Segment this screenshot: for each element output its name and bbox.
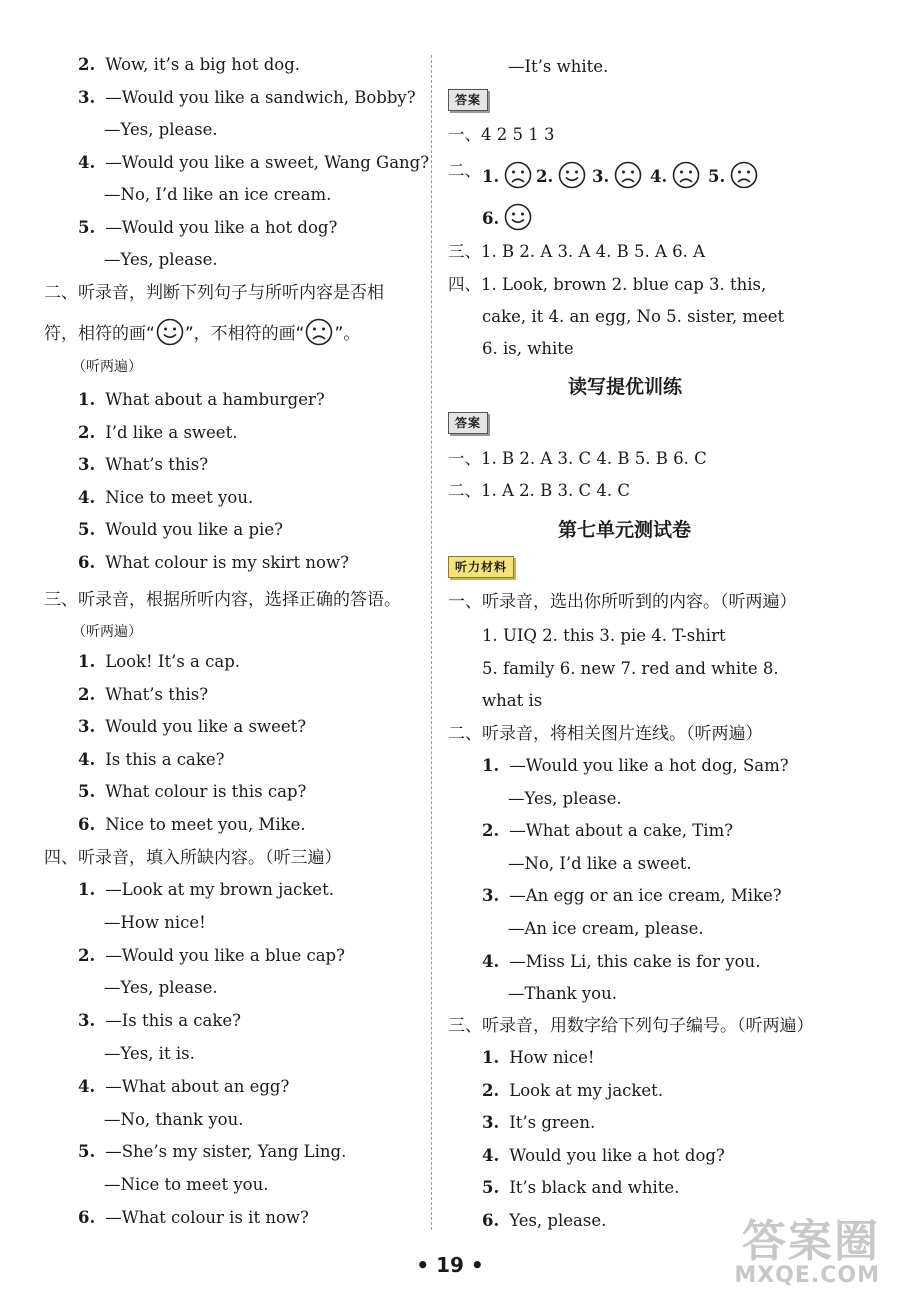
item-text: —Yes, please. bbox=[508, 788, 622, 808]
item-number: 2. bbox=[78, 684, 96, 704]
item-text: —Look at my brown jacket. bbox=[105, 880, 334, 899]
answer-line: 四、1. Look, brown 2. blue cap 3. this, bbox=[448, 275, 767, 294]
item-text: —How nice! bbox=[104, 912, 206, 932]
item-number: 2. bbox=[482, 821, 500, 841]
section-heading: 一、听录音，选出你所听到的内容。（听两遍） bbox=[448, 592, 797, 612]
happy-face-icon bbox=[504, 203, 532, 231]
item-number: 5. bbox=[482, 1178, 500, 1198]
section-note: （听两遍） bbox=[72, 624, 142, 640]
item-text: Would you like a pie? bbox=[105, 520, 283, 540]
answer-line: 一、1. B 2. A 3. C 4. B 5. B 6. C bbox=[448, 449, 707, 468]
item-text: It’s black and white. bbox=[509, 1178, 680, 1198]
answer-face-item bbox=[482, 203, 533, 231]
item-number: 3. bbox=[482, 886, 500, 906]
section-heading: 二、听录音，判断下列句子与所听内容是否相 bbox=[44, 283, 384, 303]
sad-face-icon bbox=[730, 161, 758, 189]
listening-material-tag: 听力材料 bbox=[448, 556, 514, 578]
item-text: What’s this? bbox=[105, 455, 209, 475]
list-item bbox=[482, 952, 760, 972]
list-item bbox=[78, 390, 325, 410]
item-text: Nice to meet you, Mike. bbox=[105, 815, 306, 834]
list-item bbox=[78, 652, 240, 672]
list-item bbox=[482, 1081, 663, 1101]
list-item bbox=[78, 553, 349, 573]
answer-line: 一、4 2 5 1 3 bbox=[448, 125, 555, 144]
item-text: —No, I’d like a sweet. bbox=[508, 853, 692, 873]
item-number: 5. bbox=[78, 782, 96, 802]
dialogue-line: —It’s white. bbox=[508, 57, 609, 76]
list-item bbox=[482, 756, 789, 776]
answer-face-item bbox=[536, 161, 587, 189]
dialogue-line: 3. —Would you like a sandwich, Bobby? bbox=[78, 88, 416, 107]
item-number: 4. bbox=[650, 167, 668, 186]
list-item bbox=[78, 717, 306, 737]
item-number: 5. bbox=[78, 1142, 96, 1162]
list-item bbox=[508, 854, 692, 874]
list-item bbox=[78, 488, 253, 508]
item-number: 2. bbox=[78, 422, 96, 442]
dialogue-line: 2. Wow, it’s a big hot dog. bbox=[78, 55, 300, 74]
item-text: —Yes, it is. bbox=[104, 1044, 195, 1063]
list-item bbox=[78, 946, 345, 966]
item-number: 6. bbox=[78, 1208, 96, 1227]
unit-test-title: 第七单元测试卷 bbox=[558, 519, 692, 541]
list-item bbox=[78, 815, 306, 835]
item-text: —Is this a cake? bbox=[105, 1011, 241, 1031]
item-text: Would you like a sweet? bbox=[105, 717, 307, 737]
list-item bbox=[508, 789, 622, 809]
answer-line: 6. is, white bbox=[482, 339, 574, 358]
item-number: 3. bbox=[482, 1113, 500, 1133]
item-text: It’s green. bbox=[509, 1113, 596, 1133]
item-text: —Would you like a blue cap? bbox=[105, 945, 345, 965]
list-item bbox=[78, 750, 224, 770]
item-number: 1. bbox=[482, 756, 500, 775]
list-item bbox=[78, 455, 208, 475]
list-item bbox=[482, 1113, 595, 1133]
list-item bbox=[78, 1011, 241, 1031]
item-text: —What about a cake, Tim? bbox=[509, 821, 734, 841]
item-text: —No, thank you. bbox=[104, 1109, 244, 1129]
section-heading: 二、听录音，将相关图片连线。（听两遍） bbox=[448, 724, 763, 744]
item-text: Is this a cake? bbox=[105, 749, 225, 769]
sad-face-icon bbox=[672, 161, 700, 189]
item-number: 1. bbox=[482, 167, 500, 186]
list-item bbox=[482, 1178, 679, 1198]
item-number: 3. bbox=[78, 717, 96, 737]
happy-face-icon bbox=[558, 161, 586, 189]
list-item bbox=[482, 886, 782, 906]
list-item bbox=[78, 782, 306, 802]
answer-face-item bbox=[592, 161, 643, 189]
dialogue-line: —No, I’d like an ice cream. bbox=[104, 185, 332, 204]
list-item bbox=[482, 1048, 594, 1068]
section-heading: 三、听录音，用数字给下列句子编号。（听两遍） bbox=[448, 1016, 814, 1036]
section-note: （听两遍） bbox=[72, 359, 142, 375]
column-divider bbox=[431, 55, 432, 1230]
item-number: 4. bbox=[78, 749, 96, 769]
item-number: 4. bbox=[482, 1145, 500, 1165]
item-number: 1. bbox=[78, 880, 96, 899]
item-text: —Yes, please. bbox=[104, 978, 218, 998]
item-text: —Miss Li, this cake is for you. bbox=[509, 951, 761, 971]
item-number: 6. bbox=[78, 815, 96, 834]
list-item bbox=[78, 423, 237, 443]
item-text: What about a hamburger? bbox=[105, 390, 325, 409]
dialogue-line: —Yes, please. bbox=[104, 250, 218, 269]
item-text: —An egg or an ice cream, Mike? bbox=[509, 886, 782, 906]
item-number: 6. bbox=[78, 553, 96, 572]
list-item bbox=[482, 1211, 606, 1231]
answer-tag: 答案 bbox=[448, 89, 488, 111]
item-number: 2. bbox=[78, 945, 96, 965]
item-text: What colour is this cap? bbox=[105, 782, 307, 802]
item-text: Would you like a hot dog? bbox=[509, 1145, 725, 1165]
site-watermark: 答案圈 MXQE.COM bbox=[734, 1216, 880, 1288]
happy-face-icon bbox=[156, 318, 184, 346]
list-item bbox=[78, 685, 208, 705]
list-item bbox=[78, 1077, 289, 1097]
item-number: 3. bbox=[78, 455, 96, 475]
list-item bbox=[78, 880, 334, 900]
item-number: 2. bbox=[536, 167, 554, 186]
item-number: 4. bbox=[78, 1076, 96, 1096]
list-item bbox=[482, 1146, 725, 1166]
item-text: —Thank you. bbox=[508, 984, 617, 1004]
dialogue-line: 4. —Would you like a sweet, Wang Gang? bbox=[78, 153, 430, 172]
section-heading: 符，相符的画“ ”，不相符的画“ ”。 bbox=[44, 318, 360, 346]
answer-face-item bbox=[482, 161, 533, 189]
item-text: Yes, please. bbox=[509, 1211, 607, 1230]
section-heading: 四、听录音，填入所缺内容。（听三遍） bbox=[44, 848, 342, 868]
answer-line: 二、1. A 2. B 3. C 4. C bbox=[448, 481, 630, 500]
item-text: What colour is my skirt now? bbox=[105, 553, 349, 572]
item-number: 4. bbox=[78, 487, 96, 507]
item-text: —What colour is it now? bbox=[105, 1208, 309, 1227]
item-number: 5. bbox=[708, 167, 726, 186]
sad-face-icon bbox=[504, 161, 532, 189]
item-number: 6. bbox=[482, 209, 500, 228]
item-text: —What about an egg? bbox=[105, 1076, 290, 1096]
item-number: 1. bbox=[482, 1048, 500, 1067]
item-number: 3. bbox=[592, 167, 610, 186]
list-item bbox=[104, 978, 218, 998]
answer-line: cake, it 4. an egg, No 5. sister, meet bbox=[482, 307, 785, 326]
list-item bbox=[78, 1208, 309, 1228]
item-text: I’d like a sweet. bbox=[105, 422, 238, 442]
list-item bbox=[104, 1175, 268, 1195]
list-item bbox=[104, 913, 206, 933]
item-number: 3. bbox=[78, 1011, 96, 1031]
item-text: —An ice cream, please. bbox=[508, 919, 704, 938]
item-number: 6. bbox=[482, 1211, 500, 1230]
list-item bbox=[508, 984, 617, 1004]
answer-face-item bbox=[708, 161, 759, 189]
item-number: 1. bbox=[78, 390, 96, 409]
item-number: 1. bbox=[78, 652, 96, 671]
list-item bbox=[104, 1044, 195, 1064]
dialogue-line: 5. —Would you like a hot dog? bbox=[78, 218, 338, 237]
list-item bbox=[508, 919, 704, 939]
sad-face-icon bbox=[614, 161, 642, 189]
item-number: 4. bbox=[482, 951, 500, 971]
item-text: Look at my jacket. bbox=[509, 1080, 664, 1100]
answer-line: 5. family 6. new 7. red and white 8. bbox=[482, 659, 779, 678]
answer-line: 二、 bbox=[448, 161, 481, 180]
answer-line: 三、1. B 2. A 3. A 4. B 5. A 6. A bbox=[448, 242, 706, 261]
item-number: 5. bbox=[78, 520, 96, 540]
item-text: Nice to meet you. bbox=[105, 487, 254, 507]
section-heading: 三、听录音，根据所听内容，选择正确的答语。 bbox=[44, 590, 401, 610]
item-number: 2. bbox=[482, 1080, 500, 1100]
list-item bbox=[482, 821, 733, 841]
answer-line: what is bbox=[482, 691, 543, 710]
page-number: • 19 • bbox=[416, 1253, 484, 1277]
item-text: —She’s my sister, Yang Ling. bbox=[105, 1142, 347, 1162]
answer-face-item bbox=[650, 161, 701, 189]
section-title: 读写提优训练 bbox=[568, 376, 683, 398]
answer-line: 1. UIQ 2. this 3. pie 4. T-shirt bbox=[482, 626, 726, 645]
item-text: What’s this? bbox=[105, 684, 209, 704]
dialogue-line: —Yes, please. bbox=[104, 120, 218, 139]
answer-tag: 答案 bbox=[448, 412, 488, 434]
list-item bbox=[104, 1110, 243, 1130]
item-text: —Nice to meet you. bbox=[104, 1175, 269, 1195]
item-text: —Would you like a hot dog, Sam? bbox=[509, 756, 789, 775]
item-text: Look! It’s a cap. bbox=[105, 652, 241, 671]
list-item bbox=[78, 1142, 346, 1162]
sad-face-icon bbox=[305, 318, 333, 346]
list-item bbox=[78, 520, 283, 540]
item-text: How nice! bbox=[509, 1048, 595, 1067]
